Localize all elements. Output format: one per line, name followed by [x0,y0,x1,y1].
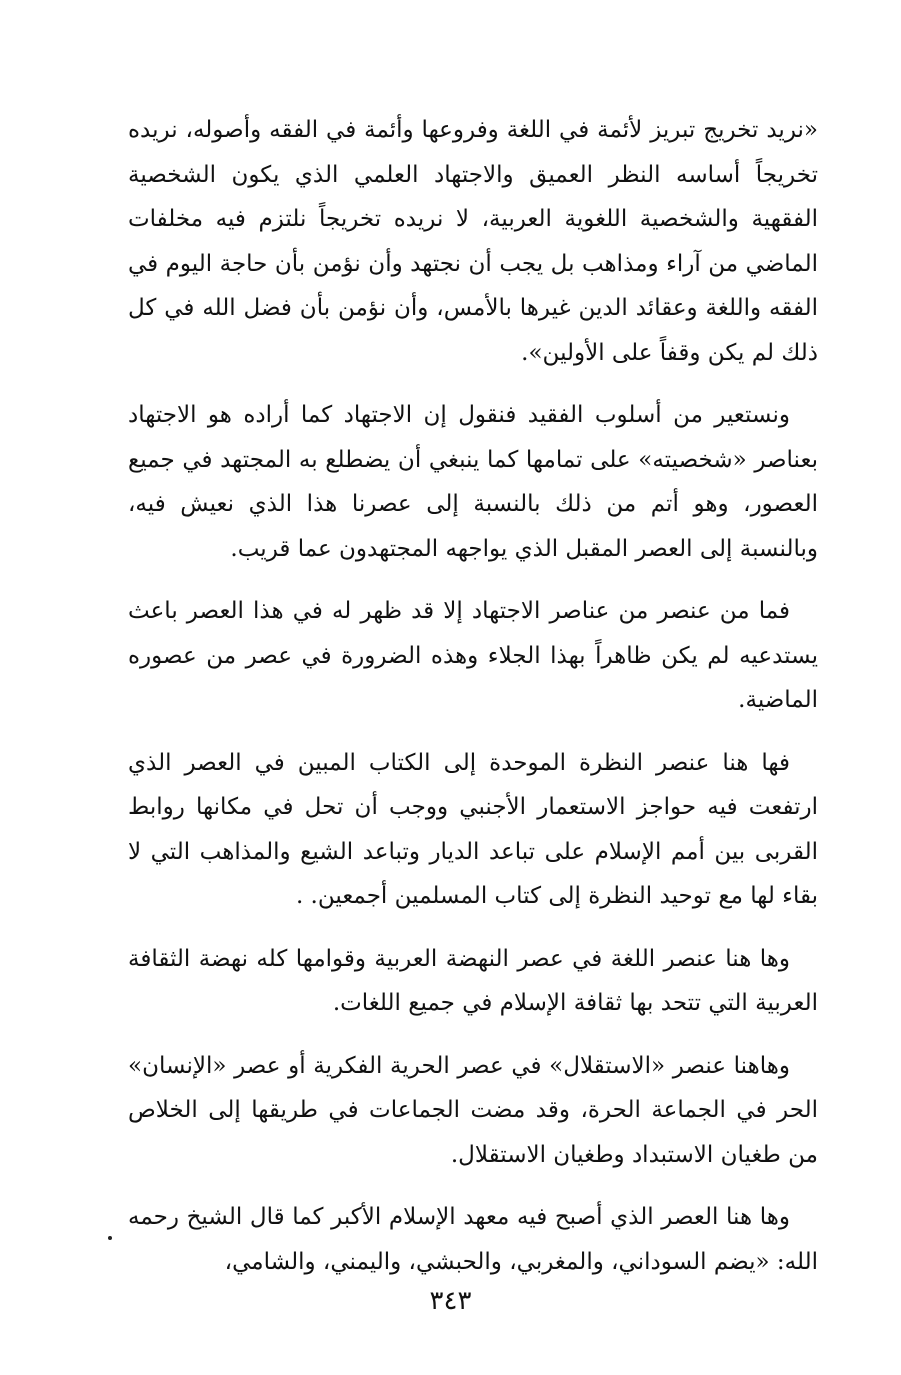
paragraph-quote: «نريد تخريج تبريز لأئمة في اللغة وفروعها وأئمة في الفقه وأصوله، نريده تخريجاً أساسه النظر العميق والاجتهاد العلمي الذي يكون الشخصية الفقهية والشخصية اللغوية العربية، لا نريده تخريجاً نلتزم فيه مخلفات الماضي من آراء ومذاهب بل يجب أن نجتهد وأن نؤمن بأن حاجة اليوم في الفقه واللغة وعقائد الدين غيرها بالأمس، وأن نؤمن بأن فضل الله في كل ذلك لم يكن وقفاً على الأولين». [128,117,818,366]
page-number: ٣٤٣ [429,1286,472,1316]
paragraph: ونستعير من أسلوب الفقيد فنقول إن الاجتهاد كما أراده هو الاجتهاد بعناصر «شخصيته» على تمامها كما ينبغي أن يضطلع به المجتهد في جميع العصور، وهو أتم من ذلك بالنسبة إلى عصرنا هذا الذي نعيش فيه، وبالنسبة إلى العصر المقبل الذي يواجهه المجتهدون عما قريب. [128,402,818,562]
paragraph: فها هنا عنصر النظرة الموحدة إلى الكتاب المبين في العصر الذي ارتفعت فيه حواجز الاستعمار الأجنبي ووجب أن تحل في مكانها روابط القربى بين أمم الإسلام على تباعد الديار وتباعد الشيع والمذاهب التي لا بقاء لها مع توحيد النظرة إلى كتاب المسلمين أجمعين. . [128,749,818,909]
body-text [128,108,818,1302]
ink-dot [108,1236,112,1240]
paragraph: فما من عنصر من عناصر الاجتهاد إلا قد ظهر له في هذا العصر باعث يستدعيه لم يكن ظاهراً بهذا الجلاء وهذه الضرورة في عصر من عصوره الماضية. [128,598,818,713]
paragraph: وها هنا العصر الذي أصبح فيه معهد الإسلام الأكبر كما قال الشيخ رحمه الله: «يضم السوداني، والمغربي، والحبشي، واليمني، والشامي، [128,1204,818,1275]
paragraph: وها هنا عنصر اللغة في عصر النهضة العربية وقوامها كله نهضة الثقافة العربية التي تتحد بها ثقافة الإسلام في جميع اللغات. [128,945,818,1016]
paragraph: وهاهنا عنصر «الاستقلال» في عصر الحرية الفكرية أو عصر «الإنسان» الحر في الجماعة الحرة، وقد مضت الجماعات في طريقها إلى الخلاص من طغيان الاستبداد وطغيان الاستقلال. [128,1052,818,1168]
